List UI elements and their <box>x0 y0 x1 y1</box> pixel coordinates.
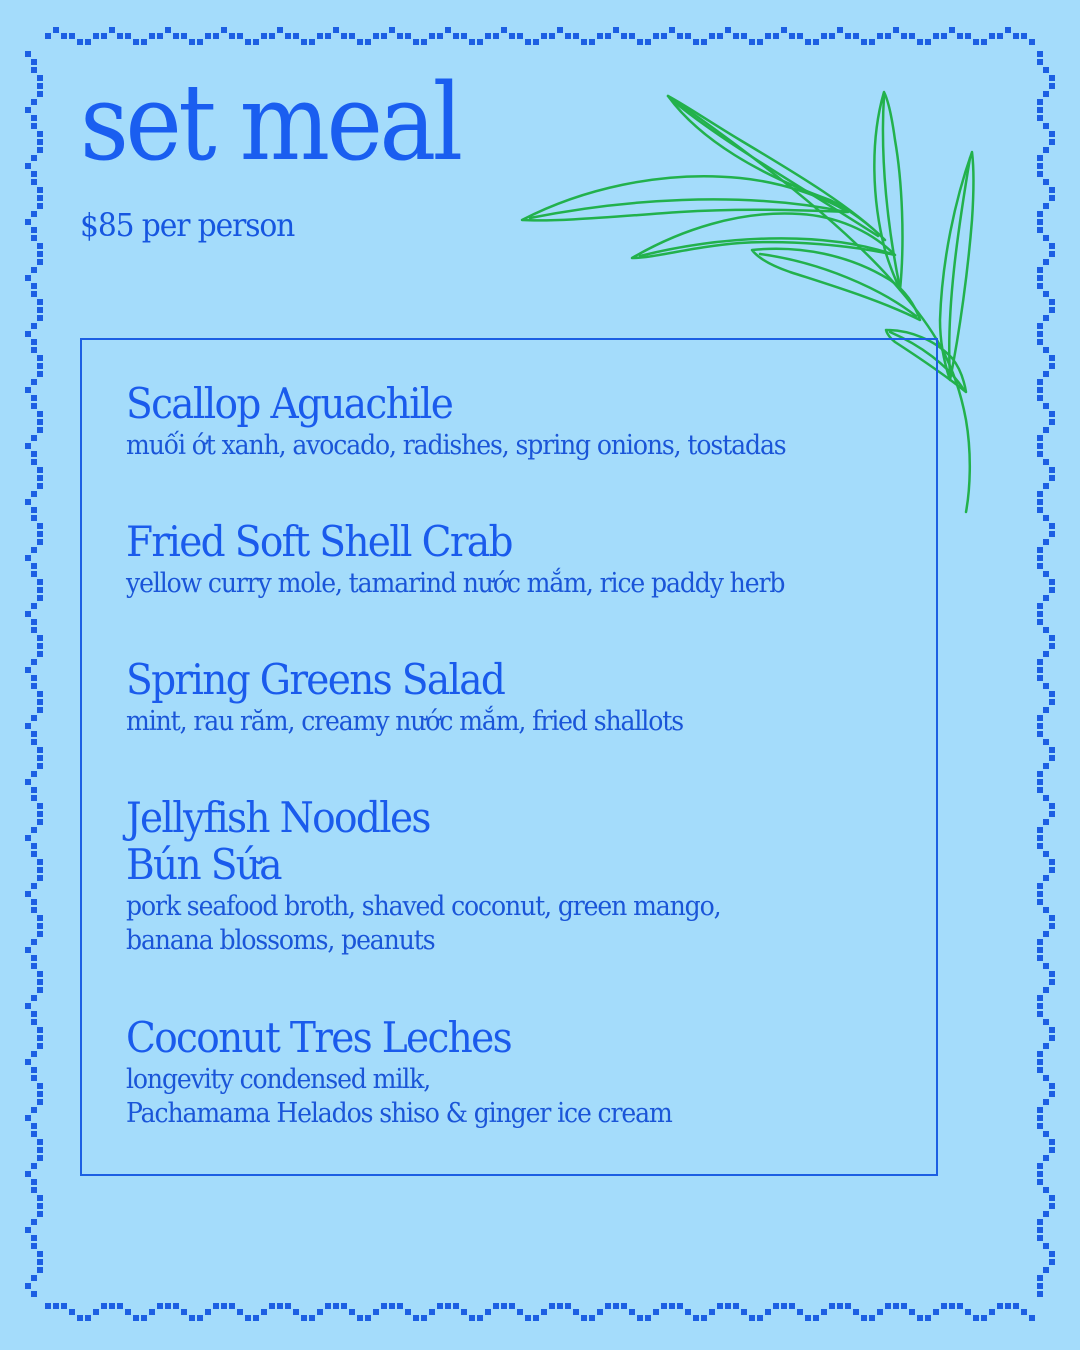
course-name: Fried Soft Shell Crab <box>126 517 512 566</box>
course-item <box>126 380 833 463</box>
course-item <box>126 518 833 601</box>
course-description: yellow curry mole, tamarind nước mắm, rice paddy herb <box>126 568 785 599</box>
course-name: Scallop Aguachile <box>126 379 453 428</box>
course-name: Spring Greens Salad <box>126 655 505 704</box>
course-item <box>126 1014 833 1131</box>
course-description-line2: Pachamama Helados shiso & ginger ice cream <box>126 1098 672 1129</box>
course-description: pork seafood broth, shaved coconut, green mango, <box>126 891 721 922</box>
course-description-line2: banana blossoms, peanuts <box>126 925 435 956</box>
course-item <box>126 794 833 958</box>
course-name-vietnamese: Bún Sứa <box>126 840 281 889</box>
course-description: muối ớt xanh, avocado, radishes, spring onions, tostadas <box>126 430 786 461</box>
price-per-person: $85 per person <box>80 206 295 244</box>
page-title: set meal <box>80 61 460 184</box>
course-name: Jellyfish Noodles <box>126 793 430 842</box>
course-item <box>126 656 833 739</box>
menu-box <box>80 338 938 1176</box>
course-description: mint, rau răm, creamy nước mắm, fried shallots <box>126 706 683 737</box>
course-description: longevity condensed milk, <box>126 1064 431 1095</box>
course-name: Coconut Tres Leches <box>126 1013 511 1062</box>
